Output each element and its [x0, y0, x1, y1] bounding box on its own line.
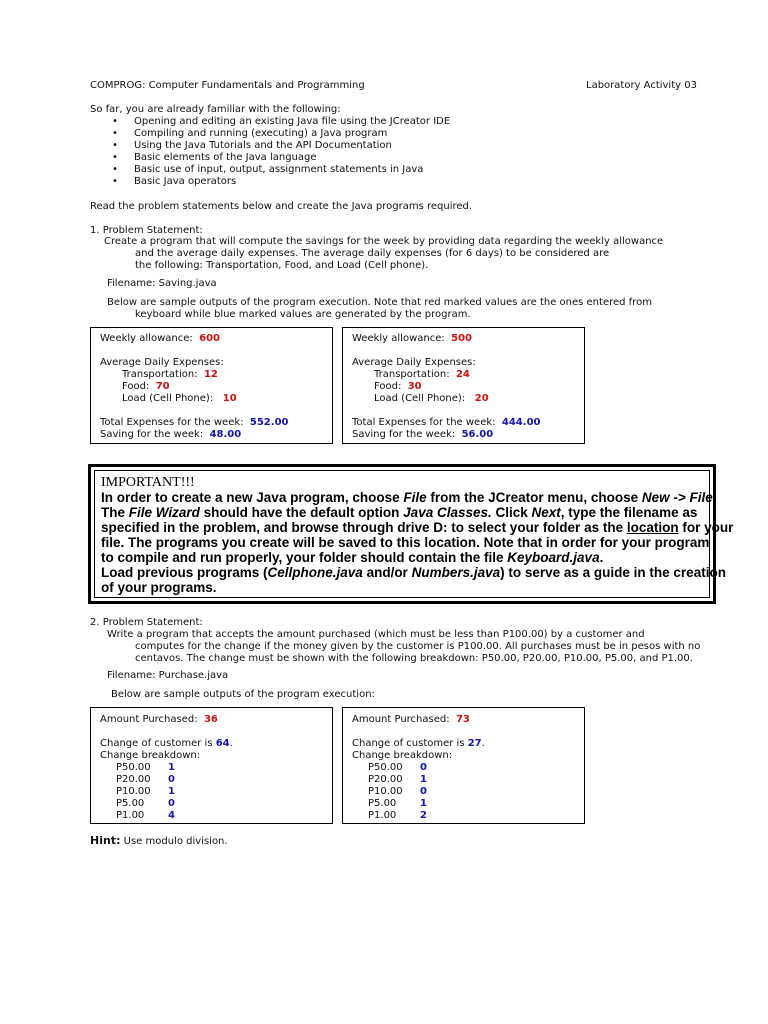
input-value: 70	[155, 381, 170, 392]
course-title: COMPROG: Computer Fundamentals and Programming	[90, 80, 365, 91]
hint-label: Hint:	[90, 834, 121, 847]
output-value: 0	[420, 762, 427, 773]
list-item: • Basic use of input, output, assignment statements in Java	[112, 164, 450, 176]
problem2-line: centavos. The change must be shown with the following breakdown: P50.00, P20.00, P10.00, P5.00, and P1.00.	[135, 653, 693, 664]
activity-label: Laboratory Activity 03	[586, 80, 697, 91]
output-value: 1	[420, 774, 427, 785]
output-value: 444.00	[501, 417, 541, 428]
total-label: Total Expenses for the week:	[352, 417, 496, 428]
problem2-sample-line: Below are sample outputs of the program execution:	[111, 689, 375, 700]
input-value: 500	[451, 333, 472, 344]
denom-label: P50.00	[116, 762, 151, 773]
transport-label: Transportation:	[374, 369, 450, 380]
input-value: 600	[199, 333, 220, 344]
problem1-line: Create a program that will compute the savings for the week by providing data regarding the weekly allowance	[104, 236, 664, 247]
input-value: 12	[203, 369, 218, 380]
problem1-filename: Filename: Saving.java	[107, 278, 217, 289]
familiar-list	[112, 116, 450, 188]
output-value: 0	[168, 798, 175, 809]
denom-label: P10.00	[116, 786, 151, 797]
important-line: The File Wizard should have the default option Java Classes. Click Next, type the filename as	[101, 505, 698, 520]
hint-text: Use modulo division.	[120, 836, 228, 847]
food-label: Food:	[374, 381, 402, 392]
output-value: 48.00	[209, 429, 242, 440]
output-value: 64	[215, 738, 230, 749]
important-line: specified in the problem, and browse through drive D: to select your folder as the location for your	[101, 520, 734, 535]
allowance-label: Weekly allowance:	[100, 333, 193, 344]
problem1-line: the following: Transportation, Food, and Load (Cell phone).	[135, 260, 429, 271]
avg-label: Average Daily Expenses:	[100, 357, 224, 368]
load-label: Load (Cell Phone):	[374, 393, 466, 404]
purchased-label: Amount Purchased:	[352, 714, 450, 725]
important-title: IMPORTANT!!!	[101, 475, 195, 490]
list-item: • Basic elements of the Java language	[112, 152, 450, 164]
denom-label: P5.00	[116, 798, 145, 809]
purchased-label: Amount Purchased:	[100, 714, 198, 725]
problem2-heading: 2. Problem Statement:	[90, 617, 203, 628]
saving-label: Saving for the week:	[352, 429, 456, 440]
output-value: 56.00	[461, 429, 494, 440]
purchase-sample-box-1	[90, 707, 333, 824]
list-item: • Opening and editing an existing Java file using the JCreator IDE	[112, 116, 450, 128]
input-value: 36	[203, 714, 218, 725]
list-item: • Basic Java operators	[112, 176, 450, 188]
denom-label: P1.00	[368, 810, 397, 821]
list-item: • Compiling and running (executing) a Java program	[112, 128, 450, 140]
problem2-line: Write a program that accepts the amount purchased (which must be less than P100.00) by a customer and	[107, 629, 645, 640]
output-value: 0	[168, 774, 175, 785]
problem1-line: and the average daily expenses. The average daily expenses (for 6 days) to be considered are	[135, 248, 610, 259]
instruction-text: Read the problem statements below and create the Java programs required.	[90, 201, 473, 212]
important-line: of your programs.	[101, 580, 217, 595]
load-label: Load (Cell Phone):	[122, 393, 214, 404]
output-value: 0	[420, 786, 427, 797]
total-label: Total Expenses for the week:	[100, 417, 244, 428]
denom-label: P5.00	[368, 798, 397, 809]
denom-label: P20.00	[116, 774, 151, 785]
important-line: to compile and run properly, your folder should contain the file Keyboard.java.	[101, 550, 604, 565]
allowance-label: Weekly allowance:	[352, 333, 445, 344]
purchase-sample-box-2	[342, 707, 585, 824]
input-value: 73	[455, 714, 470, 725]
output-value: 1	[420, 798, 427, 809]
change-label: Change of customer is	[352, 738, 468, 749]
output-value: 552.00	[249, 417, 289, 428]
output-value: 2	[420, 810, 427, 821]
important-line: file. The programs you create will be saved to this location. Note that in order for your program	[101, 535, 710, 550]
intro-lead: So far, you are already familiar with the following:	[90, 104, 341, 115]
saving-sample-box-1	[90, 327, 333, 444]
input-value: 30	[407, 381, 422, 392]
change-label: Change of customer is	[100, 738, 216, 749]
saving-label: Saving for the week:	[100, 429, 204, 440]
period: .	[481, 738, 485, 749]
important-text	[101, 475, 733, 595]
denom-label: P1.00	[116, 810, 145, 821]
problem2-line: computes for the change if the money given by the customer is P100.00. All purchases must be in pesos with no	[135, 641, 701, 652]
avg-label: Average Daily Expenses:	[352, 357, 476, 368]
saving-sample-box-2	[342, 327, 585, 444]
output-value: 27	[467, 738, 482, 749]
hint	[90, 835, 228, 848]
input-value: 20	[474, 393, 489, 404]
input-value: 24	[455, 369, 470, 380]
food-label: Food:	[122, 381, 150, 392]
transport-label: Transportation:	[122, 369, 198, 380]
breakdown-label: Change breakdown:	[100, 750, 201, 761]
output-value: 1	[168, 786, 175, 797]
problem1-sample-line: Below are sample outputs of the program execution. Note that red marked values are the ones entered from	[107, 297, 652, 308]
breakdown-label: Change breakdown:	[352, 750, 453, 761]
problem2-filename: Filename: Purchase.java	[107, 670, 229, 681]
input-value: 10	[222, 393, 237, 404]
output-value: 1	[168, 762, 175, 773]
denom-label: P10.00	[368, 786, 403, 797]
important-line: Load previous programs (Cellphone.java and/or Numbers.java) to serve as a guide in the creation	[101, 565, 726, 580]
problem1-heading: 1. Problem Statement:	[90, 225, 203, 236]
list-item: • Using the Java Tutorials and the API Documentation	[112, 140, 450, 152]
important-line: In order to create a new Java program, choose File from the JCreator menu, choose New -> File.	[101, 490, 717, 505]
output-value: 4	[168, 810, 175, 821]
problem1-sample-line: keyboard while blue marked values are generated by the program.	[135, 309, 471, 320]
denom-label: P50.00	[368, 762, 403, 773]
important-notice	[88, 464, 734, 604]
period: .	[229, 738, 233, 749]
denom-label: P20.00	[368, 774, 403, 785]
